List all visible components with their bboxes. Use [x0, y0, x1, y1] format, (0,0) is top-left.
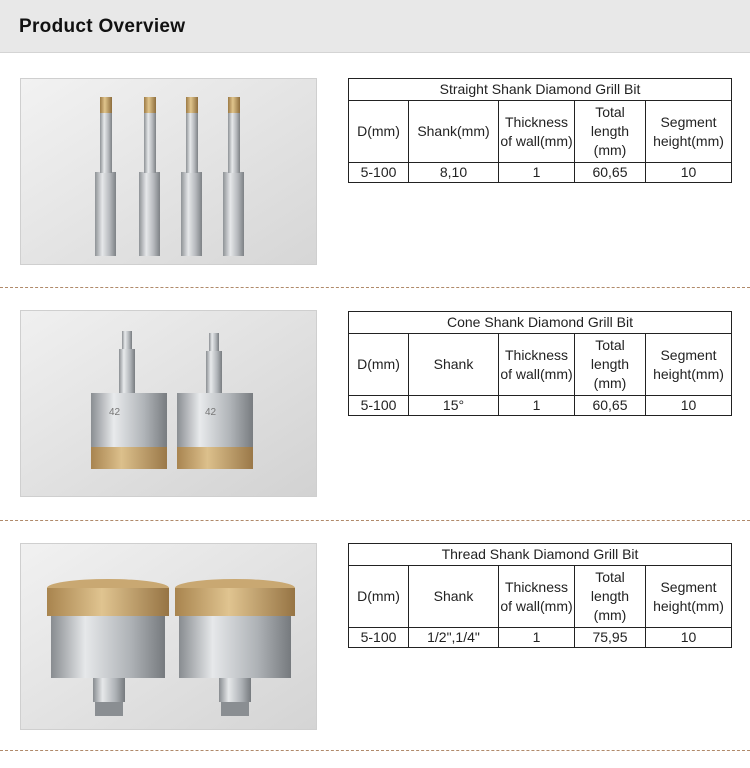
- table-caption: Straight Shank Diamond Grill Bit: [349, 79, 732, 101]
- spec-table-cone: [348, 311, 732, 416]
- table-caption: Cone Shank Diamond Grill Bit: [349, 312, 732, 334]
- col-header: Segment height(mm): [646, 334, 732, 396]
- col-header: Total length (mm): [575, 101, 646, 163]
- col-header: Thickness of wall(mm): [499, 101, 575, 163]
- bit-size-marking: 42: [205, 407, 217, 418]
- col-header: D(mm): [349, 101, 409, 163]
- table-cell: 10: [646, 628, 732, 648]
- col-header: D(mm): [349, 334, 409, 396]
- section-header: [0, 0, 750, 53]
- col-header: D(mm): [349, 566, 409, 628]
- table-cell: 10: [646, 396, 732, 416]
- col-header: Total length (mm): [575, 566, 646, 628]
- table-cell: 60,65: [575, 163, 646, 183]
- table-cell: 5-100: [349, 396, 409, 416]
- page-title: Product Overview: [19, 16, 186, 37]
- table-cell: 1: [499, 628, 575, 648]
- col-header: Thickness of wall(mm): [499, 566, 575, 628]
- col-header: Shank(mm): [409, 101, 499, 163]
- table-cell: 60,65: [575, 396, 646, 416]
- cone-shank-photo: [20, 310, 317, 497]
- table-cell: 75,95: [575, 628, 646, 648]
- table-cell: 5-100: [349, 628, 409, 648]
- table-cell: 1: [499, 396, 575, 416]
- bit-size-marking: 42: [109, 407, 121, 418]
- table-cell: 15°: [409, 396, 499, 416]
- section-divider: [0, 750, 750, 751]
- section-divider: [0, 287, 750, 288]
- section-divider: [0, 520, 750, 521]
- col-header: Thickness of wall(mm): [499, 334, 575, 396]
- col-header: Segment height(mm): [646, 101, 732, 163]
- table-cell: 10: [646, 163, 732, 183]
- table-cell: 1: [499, 163, 575, 183]
- col-header: Shank: [409, 334, 499, 396]
- thread-shank-photo: [20, 543, 317, 730]
- col-header: Segment height(mm): [646, 566, 732, 628]
- table-cell: 8,10: [409, 163, 499, 183]
- col-header: Total length (mm): [575, 334, 646, 396]
- table-cell: 5-100: [349, 163, 409, 183]
- table-caption: Thread Shank Diamond Grill Bit: [349, 544, 732, 566]
- spec-table-thread: [348, 543, 732, 648]
- col-header: Shank: [409, 566, 499, 628]
- straight-shank-photo: [20, 78, 317, 265]
- spec-table-straight: [348, 78, 732, 183]
- table-cell: 1/2",1/4": [409, 628, 499, 648]
